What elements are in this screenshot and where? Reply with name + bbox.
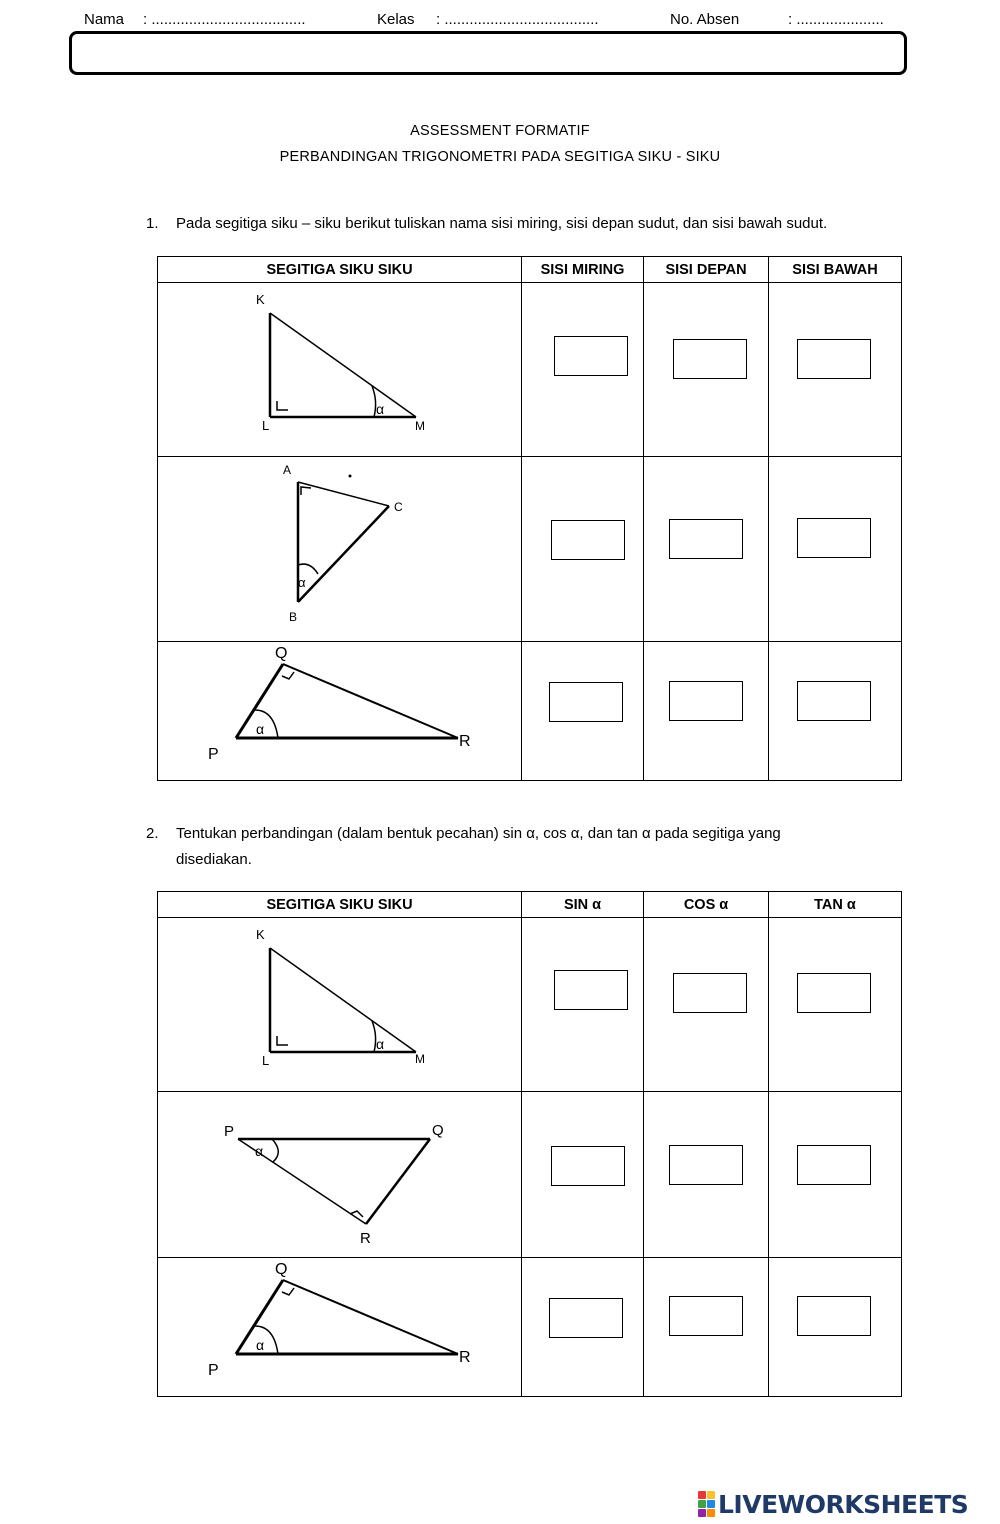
liveworksheets-icon [698,1491,715,1517]
vertex-k-label: K [256,927,265,942]
q2-r1-cos-cell [644,918,769,1092]
kelas-label: Kelas [377,11,415,28]
vertex-q-label: Q [275,645,288,662]
vertex-p-label: P [208,1362,219,1379]
question-1-table [157,256,902,781]
q2-r2-tan-answer[interactable] [797,1145,871,1185]
page-subtitle: PERBANDINGAN TRIGONOMETRI PADA SEGITIGA SIKU - SIKU [279,149,721,165]
question-2-table [157,891,902,1397]
q2-header-triangle: SEGITIGA SIKU SIKU [158,892,522,918]
q1-r3-bawah-answer[interactable] [797,681,871,721]
student-info-box [69,31,907,75]
vertex-c-label: C [394,500,403,514]
q2-r3-sin-answer[interactable] [549,1298,623,1338]
vertex-q-label: Q [275,1261,288,1278]
q1-r1-bawah-cell [769,283,902,457]
q1-triangle-klm-cell [158,283,522,457]
q2-triangle-klm-cell [158,918,522,1092]
vertex-k-label: K [256,292,265,307]
vertex-l-label: L [262,1053,270,1068]
nama-label: Nama [84,11,125,28]
q1-r3-depan-cell [644,642,769,781]
question-1-text: Pada segitiga siku – siku berikut tuliskan nama sisi miring, sisi depan sudut, dan sisi bawah sudut. [176,215,828,232]
vertex-m-label: M [415,1052,425,1066]
question-2-number: 2. [146,825,159,842]
q1-r1-bawah-answer[interactable] [797,339,871,379]
q2-r2-cos-answer[interactable] [669,1145,743,1185]
logo-square [698,1500,706,1508]
q1-r2-miring-cell [522,457,644,642]
q1-r1-miring-cell [522,283,644,457]
vertex-l-label: L [262,418,270,433]
vertex-r-label: R [360,1230,371,1247]
angle-alpha-label: α [256,721,265,737]
q1-r3-miring-cell [522,642,644,781]
q1-header-triangle: SEGITIGA SIKU SIKU [158,257,522,283]
logo-square [707,1500,715,1508]
angle-alpha-label: α [256,1337,265,1353]
absen-label: No. Absen [670,11,740,28]
vertex-q-label: Q [432,1122,444,1139]
logo-square [707,1509,715,1517]
q1-header-miring: SISI MIRING [522,257,644,283]
q2-r1-tan-answer[interactable] [797,973,871,1013]
vertex-r-label: R [459,733,471,750]
q1-header-bawah: SISI BAWAH [769,257,902,283]
question-1-number: 1. [146,215,159,232]
triangle-abc-figure [158,457,522,642]
q2-triangle-pqr-cell [158,1092,522,1258]
question-2-text: Tentukan perbandingan (dalam bentuk pecahan) sin α, cos α, dan tan α pada segitiga yang disediakan. [176,825,781,868]
angle-alpha-label: α [376,1036,385,1052]
logo-square [698,1509,706,1517]
q2-r2-sin-answer[interactable] [551,1146,625,1186]
liveworksheets-logo-text: LIVEWORKSHEETS [718,1489,969,1519]
q1-r3-miring-answer[interactable] [549,682,623,722]
liveworksheets-logo [698,1489,998,1519]
vertex-m-label: M [415,419,425,433]
nama-field[interactable]: : ..................................... [143,11,306,28]
vertex-r-label: R [459,1349,471,1366]
q2-r1-sin-answer[interactable] [554,970,628,1010]
q2-r3-tan-cell [769,1258,902,1397]
kelas-field[interactable]: : ..................................... [436,11,599,28]
q2-header-sin: SIN α [522,892,644,918]
logo-square [707,1491,715,1499]
q2-r3-cos-answer[interactable] [669,1296,743,1336]
vertex-p-label: P [208,746,219,763]
q2-r3-sin-cell [522,1258,644,1397]
triangle-pqr-figure [158,1092,522,1258]
q1-r2-miring-answer[interactable] [551,520,625,560]
page-title: ASSESSMENT FORMATIF [410,123,590,139]
vertex-a-label: A [283,463,292,477]
vertex-b-label: B [289,610,298,624]
q2-r3-tan-answer[interactable] [797,1296,871,1336]
q1-r1-depan-cell [644,283,769,457]
q1-r2-bawah-answer[interactable] [797,518,871,558]
angle-alpha-label: α [255,1143,264,1159]
q1-r1-miring-answer[interactable] [554,336,628,376]
q1-triangle-pqr-cell [158,642,522,781]
q2-r2-sin-cell [522,1092,644,1258]
q1-r1-depan-answer[interactable] [673,339,747,379]
q1-r2-bawah-cell [769,457,902,642]
q2-r2-cos-cell [644,1092,769,1258]
q2-r3-cos-cell [644,1258,769,1397]
q2-r2-tan-cell [769,1092,902,1258]
angle-alpha-label: α [376,401,385,417]
q1-r3-depan-answer[interactable] [669,681,743,721]
q2-header-cos: COS α [644,892,769,918]
vertex-p-label: P [224,1123,235,1140]
triangle-qpr-figure [158,1258,522,1397]
absen-field[interactable]: : ..................... [788,11,884,28]
q1-r2-depan-answer[interactable] [669,519,743,559]
q1-r2-depan-cell [644,457,769,642]
q2-r1-cos-answer[interactable] [673,973,747,1013]
triangle-pqr-figure [158,642,522,781]
q2-header-tan: TAN α [769,892,902,918]
q2-r1-sin-cell [522,918,644,1092]
triangle-klm-figure [158,918,522,1092]
q1-header-depan: SISI DEPAN [644,257,769,283]
angle-alpha-label: α [298,575,306,590]
q2-triangle-qpr-cell [158,1258,522,1397]
triangle-klm-figure [158,283,522,457]
q2-r1-tan-cell [769,918,902,1092]
logo-square [698,1491,706,1499]
q1-r3-bawah-cell [769,642,902,781]
q1-triangle-abc-cell [158,457,522,642]
